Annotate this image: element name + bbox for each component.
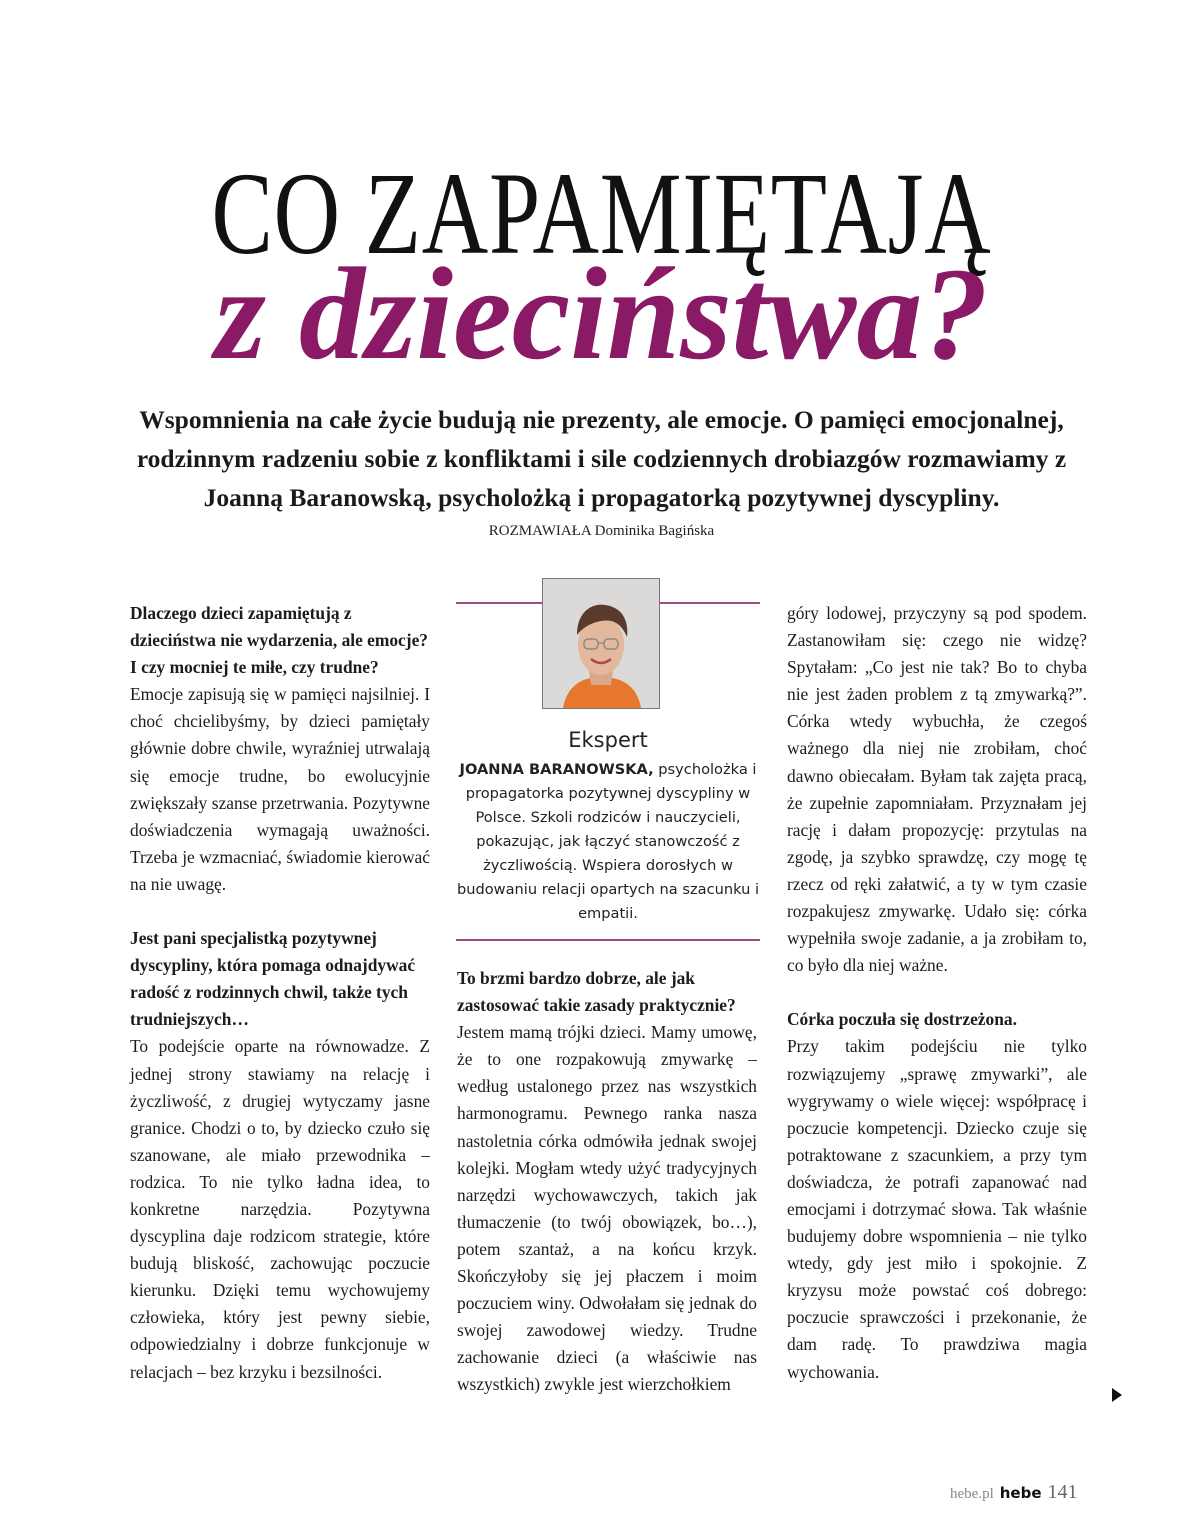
page-footer [950, 1481, 1078, 1504]
byline-label: ROZMAWIAŁA [488, 523, 591, 539]
column-middle [457, 965, 757, 1399]
continue-arrow-icon [1112, 1388, 1122, 1402]
byline [0, 523, 1203, 540]
answer-3-continued: góry lodowej, przyczyny są pod spodem. Zastanowiłam się: czego nie widzę? Spytałam: „Co jest nie tak? Bo to chyba nie jest żaden problem z tą zmywarką?”. Córka wtedy wybuchła, że czegoś ważnego dla niej nie zrobiłam, choć dawno obiecałam. Byłam tak zajęta pracą, że zupełnie zapomniałam. Przyznałam jej rację i dałam propozycję: przytulas na zgodę, ja szybko sprawdzę, czy mogę tę rzecz od ręki załatwić, a ty w tym czasie rozpakujesz zmywarkę. Udało się: córka wypełniła swoje zadanie, a ja zrobiłam to, co było dla niej ważne. [787, 603, 1087, 976]
answer-3: Jestem mamą trójki dzieci. Mamy umowę, że to one rozpakowują zmywarkę – według ustalonego przez nas wszystkich harmonogramu. Pewnego ranka nasza nastoletnia córka odmówiła jednak swojej kolejki. Mogłam wtedy użyć tradycyjnych narzędzi wychowawczych, takich jak tłumaczenie (to twój obowiązek, bo…), potem szantaż, a na końcu krzyk. Skończyłoby się jej płaczem i moim poczuciem winy. Odwołałam się jednak do swojej zawodowej wiedzy. Trudne zachowanie dzieci (a właściwie nas wszystkich) zwykle jest wierzchołkiem [457, 1022, 757, 1395]
title-line-2: z dzieciństwa? [214, 240, 989, 387]
question-4: Córka poczuła się dostrzeżona. [787, 1009, 1017, 1030]
footer-site: hebe.pl [950, 1486, 994, 1502]
answer-4: Przy takim podejściu nie tylko rozwiązujemy „sprawę zmywarki”, ale wygrywamy o wiele więcej: współpracę i poczucie kompetencji. Dziecko czuje się potraktowane z szacunkiem, a przy tym doświadcza, że potrafi zapanować nad emocjami i dotrzymać słowa. Tak właśnie budujemy dobre wspomnienia – nie tylko wtedy, gdy jest miło i spokojnie. Z kryzysu może powstać coś dobrego: poczucie sprawczości i przekonanie, że dam radę. To prawdziwa magia wychowania. [787, 1036, 1087, 1382]
question-2: Jest pani specjalistką pozytywnej dyscypliny, która pomaga odnajdywać radość z rodzinnych chwil, także tych trudniejszych… [130, 928, 416, 1030]
page-number: 141 [1047, 1481, 1078, 1503]
expert-portrait [542, 578, 660, 709]
title-line-1: CO ZAPAMIĘTAJĄ [211, 148, 992, 279]
column-right [787, 600, 1087, 1386]
question-3: To brzmi bardzo dobrze, ale jak zastosować takie zasady praktycznie? [457, 968, 736, 1016]
expert-name: JOANNA BARANOWSKA, [459, 761, 654, 778]
question-1: Dlaczego dzieci zapamiętują z dzieciństwa nie wydarzenia, ale emocje? I czy mocniej te miłe, czy trudne? [130, 603, 428, 678]
answer-1: Emocje zapisują się w pamięci najsilniej. I choć chcielibyśmy, by dzieci pamiętały głównie dobre chwile, wyraźniej utrwalają się emocje trudne, bo ewolucyjnie zwiększały szanse przetrwania. Pozytywne doświadczenia wymagają uważności. Trzeba je wzmacniać, świadomie kierować na nie uwagę. [130, 684, 430, 894]
expert-rule-bottom [456, 939, 760, 941]
footer-brand-logo: hebe [999, 1484, 1042, 1502]
article-lead: Wspomnienia na całe życie budują nie prezenty, ale emocje. O pamięci emocjonalnej, rodzinnym radzeniu sobie z konfliktami i sile codziennych drobiazgów rozmawiamy z Joanną Baranowską, psycholożką i propagatorką pozytywnej dyscypliny. [136, 405, 1067, 512]
expert-description: psycholożka i propagatorka pozytywnej dyscypliny w Polsce. Szkoli rodziców i nauczycieli, pokazując, jak łączyć stanowczość z życzliwością. Wspiera dorosłych w budowaniu relacji opartych na szacunku i empatii. [456, 761, 760, 922]
byline-author: Dominika Bagińska [594, 523, 715, 539]
expert-bio [456, 758, 760, 926]
expert-rule-top-right [660, 602, 760, 604]
expert-rule-top-left [456, 602, 542, 604]
expert-heading: Ekspert [568, 728, 648, 752]
column-left [130, 600, 430, 1386]
answer-2: To podejście oparte na równowadze. Z jednej strony stawiamy na relację i życzliwość, z drugiej wytyczamy jasne granice. Chodzi o to, by dziecko czuło się szanowane, ale miało przewodnika – rodzica. To nie tylko ładna idea, to konkretne narzędzia. Pozytywna dyscyplina daje rodzicom strategie, które budują bliskość, zachowując poczucie kierunku. Dzięki temu wychowujemy człowieka, który jest pewny siebie, odpowiedzialny i dobrze funkcjonuje w relacjach – bez krzyku i bezsilności. [130, 1036, 430, 1382]
